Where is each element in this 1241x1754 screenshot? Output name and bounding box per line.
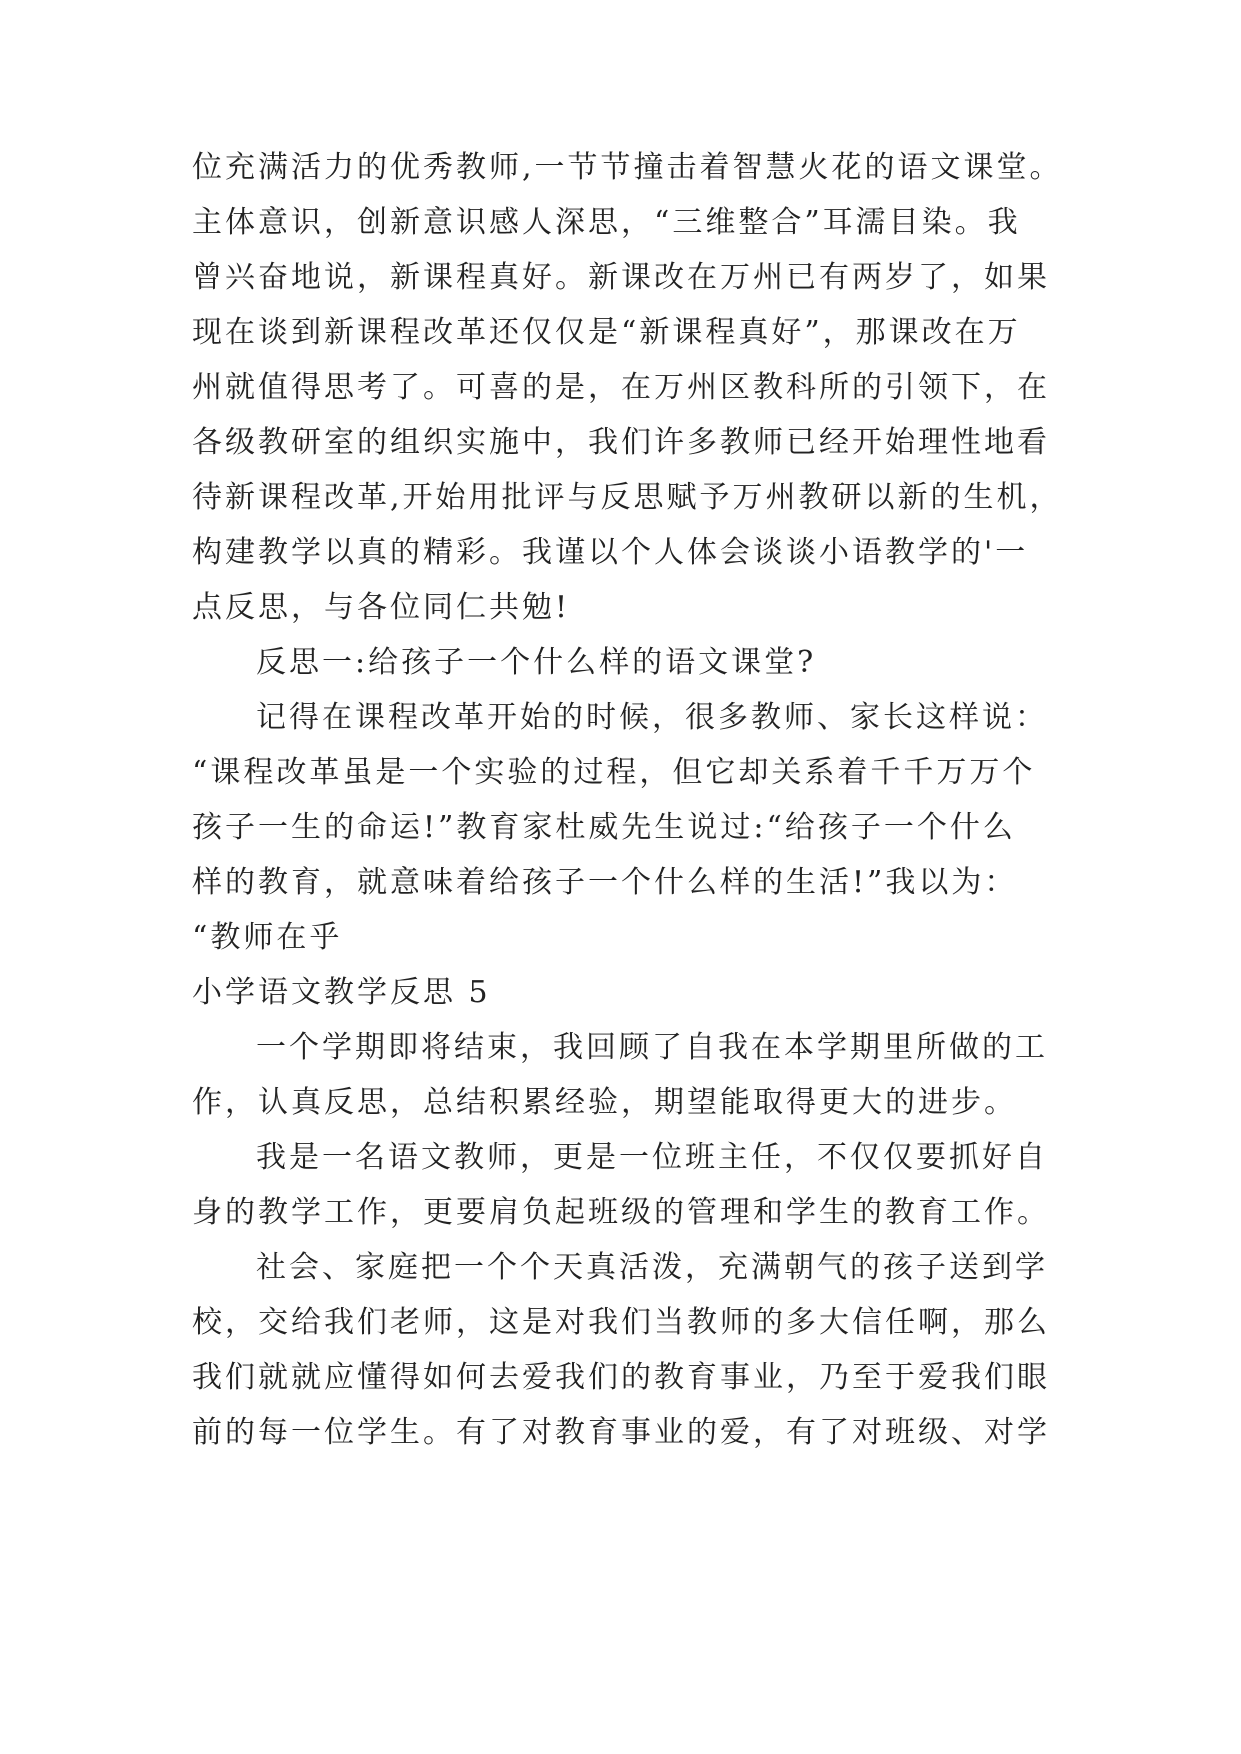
body-text-line: 构建教学以真的精彩。我谨以个人体会谈谈小语教学的'一 <box>192 535 1029 570</box>
body-text-line: 待新课程改革,开始用批评与反思赋予万州教研以新的生机， <box>192 480 1063 515</box>
body-text-line: 孩子一生的命运!”教育家杜威先生说过:“给孩子一个什么 <box>192 810 1016 845</box>
body-text-line: 主体意识，创新意识感人深思，“三维整合”耳濡目染。我 <box>192 205 1021 240</box>
body-text-line: 作，认真反思，总结积累经验，期望能取得更大的进步。 <box>192 1085 1017 1120</box>
body-text-line: “课程改革虽是一个实验的过程，但它却关系着千千万万个 <box>192 755 1036 790</box>
body-text-line: 州就值得思考了。可喜的是，在万州区教科所的引领下，在 <box>192 370 1050 405</box>
body-text-line: “教师在乎 <box>192 920 343 955</box>
body-text-line: 我们就就应懂得如何去爱我们的教育事业，乃至于爱我们眼 <box>192 1360 1050 1395</box>
body-text-line: 社会、家庭把一个个天真活泼，充满朝气的孩子送到学 <box>256 1250 1048 1285</box>
section-heading: 反思一:给孩子一个什么样的语文课堂? <box>256 645 817 680</box>
body-text-line: 样的教育，就意味着给孩子一个什么样的生活!”我以为： <box>192 865 1018 900</box>
body-text-line: 一个学期即将结束，我回顾了自我在本学期里所做的工 <box>256 1030 1048 1065</box>
document-title: 小学语文教学反思 5 <box>192 975 491 1010</box>
body-text-line: 各级教研室的组织实施中，我们许多教师已经开始理性地看 <box>192 425 1050 460</box>
body-text-line: 前的每一位学生。有了对教育事业的爱，有了对班级、对学 <box>192 1415 1050 1450</box>
body-text-line: 校，交给我们老师，这是对我们当教师的多大信任啊，那么 <box>192 1305 1050 1340</box>
body-text-line: 曾兴奋地说，新课程真好。新课改在万州已有两岁了，如果 <box>192 260 1050 295</box>
body-text-line: 我是一名语文教师，更是一位班主任，不仅仅要抓好自 <box>256 1140 1048 1175</box>
body-text-line: 位充满活力的优秀教师,一节节撞击着智慧火花的语文课堂。 <box>192 150 1063 185</box>
body-text-line: 记得在课程改革开始的时候，很多教师、家长这样说： <box>256 700 1048 735</box>
body-text-line: 身的教学工作，更要肩负起班级的管理和学生的教育工作。 <box>192 1195 1050 1230</box>
body-text-line: 点反思，与各位同仁共勉! <box>192 590 571 625</box>
body-text-line: 现在谈到新课程改革还仅仅是“新课程真好”，那课改在万 <box>192 315 1021 350</box>
